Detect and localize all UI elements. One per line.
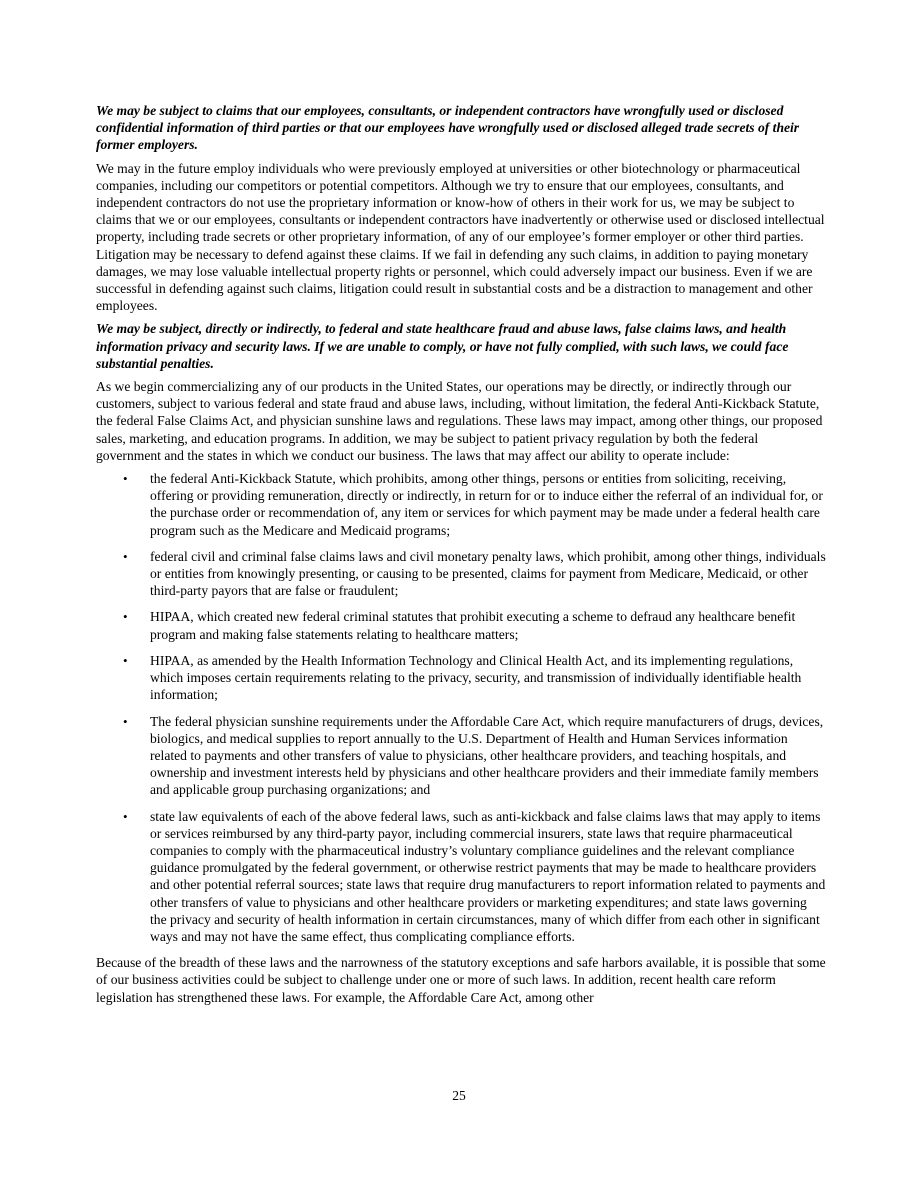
section-heading-fraud-abuse-laws: We may be subject, directly or indirectly, to federal and state healthcare fraud and abuse laws, false claims laws, and health information privacy and security laws. If we are unable to comply, or have not fully complied, with such laws, we could face substantial penalties. <box>96 321 789 371</box>
list-item-text: federal civil and criminal false claims laws and civil monetary penalty laws, which prohibit, among other things, individuals or entities from knowingly presenting, or causing to be presented, claims for payment from Medicare, Medicaid, or other third-party payors that are false or fraudulent; <box>150 548 826 599</box>
paragraph-closing: Because of the breadth of these laws and the narrowness of the statutory exceptions and safe harbors available, it is possible that some of our business activities could be subject to challenge under one or more of such laws. In addition, recent health care reform legislation has strengthened these laws. For example, the Affordable Care Act, among other <box>96 955 826 1005</box>
list-item-text: The federal physician sunshine requirements under the Affordable Care Act, which require manufacturers of drugs, devices, biologics, and medical supplies to report annually to the U.S. Department of Health and Human Services information related to payments and other transfers of value to physicians, other healthcare providers, and teaching hospitals, and ownership and investment interests held by physicians and other healthcare providers and their immediate family members and applicable group purchasing organizations; and <box>150 713 824 798</box>
list-item-text: the federal Anti-Kickback Statute, which prohibits, among other things, persons or entities from soliciting, receiving, offering or providing remuneration, directly or indirectly, in return for or to induce either the referral of an individual for, or the purchase order or recommendation of, any item or services for which payment may be made under a federal health care program such as the Medicare and Medicaid programs; <box>150 471 823 538</box>
list-item-text: state law equivalents of each of the above federal laws, such as anti-kickback and false claims laws that may apply to items or services reimbursed by any third-party payor, including commercial insurers, state laws that require pharmaceutical companies to comply with the pharmaceutical industry’s voluntary compliance guidelines and the relevant compliance guidance promulgated by the federal government, or otherwise restrict payments that may be made to healthcare providers and other potential referral sources; state laws that require drug manufacturers to report information related to payments and other transfers of value to physicians and other healthcare providers or marketing expenditures; and state laws governing the privacy and security of health information in certain circumstances, many of which differ from each other in significant ways and may not have the same effect, thus complicating compliance efforts. <box>150 808 826 944</box>
list-item <box>96 548 826 600</box>
section-heading-employee-claims: We may be subject to claims that our employees, consultants, or independent contractors have wrongfully used or disclosed confidential information of third parties or that our employees have wrongfully used or disclosed alleged trade secrets of their former employers. <box>96 103 800 153</box>
list-item <box>96 713 826 799</box>
bullet-icon: • <box>123 548 128 564</box>
bullet-icon: • <box>123 808 128 824</box>
list-item <box>96 470 826 539</box>
bullet-icon: • <box>123 713 128 729</box>
list-item-text: HIPAA, as amended by the Health Information Technology and Clinical Health Act, and its implementing regulations, which imposes certain requirements relating to the privacy, security, and transmission of individually identifiable health information; <box>150 652 802 703</box>
paragraph-employee-claims: We may in the future employ individuals who were previously employed at universities or other biotechnology or pharmaceutical companies, including our competitors or potential competitors. Although we try to ensure that our employees, consultants, and independent contractors do not use the proprietary information or know-how of others in their work for us, we may be subject to claims that we or our employees, consultants or independent contractors have inadvertently or otherwise used or disclosed intellectual property, including trade secrets or other proprietary information, of any of our employee’s former employer or other third parties. Litigation may be necessary to defend against these claims. If we fail in defending any such claims, in addition to paying monetary damages, we may lose valuable intellectual property rights or personnel, which could adversely impact our business. Even if we are successful in defending against such claims, litigation could result in substantial costs and be a distraction to management and other employees. <box>96 160 825 314</box>
list-item <box>96 808 826 946</box>
bullet-icon: • <box>123 471 128 487</box>
bullet-icon: • <box>123 609 128 625</box>
page-number: 25 <box>452 1088 466 1103</box>
paragraph-fraud-abuse-intro: As we begin commercializing any of our products in the United States, our operations may be directly, or indirectly through our customers, subject to various federal and state fraud and abuse laws, including, without limitation, the federal Anti-Kickback Statute, the federal False Claims Act, and physician sunshine laws and regulations. These laws may impact, among other things, our proposed sales, marketing, and education programs. In addition, we may be subject to patient privacy regulation by both the federal government and the states in which we conduct our business. The laws that may affect our ability to operate include: <box>96 379 823 463</box>
list-item <box>96 608 826 642</box>
document-page <box>96 102 826 1012</box>
bullet-icon: • <box>123 652 128 668</box>
list-item <box>96 652 826 704</box>
laws-bullet-list <box>96 470 826 945</box>
list-item-text: HIPAA, which created new federal criminal statutes that prohibit executing a scheme to defraud any healthcare benefit program and making false statements relating to healthcare matters; <box>150 609 796 642</box>
